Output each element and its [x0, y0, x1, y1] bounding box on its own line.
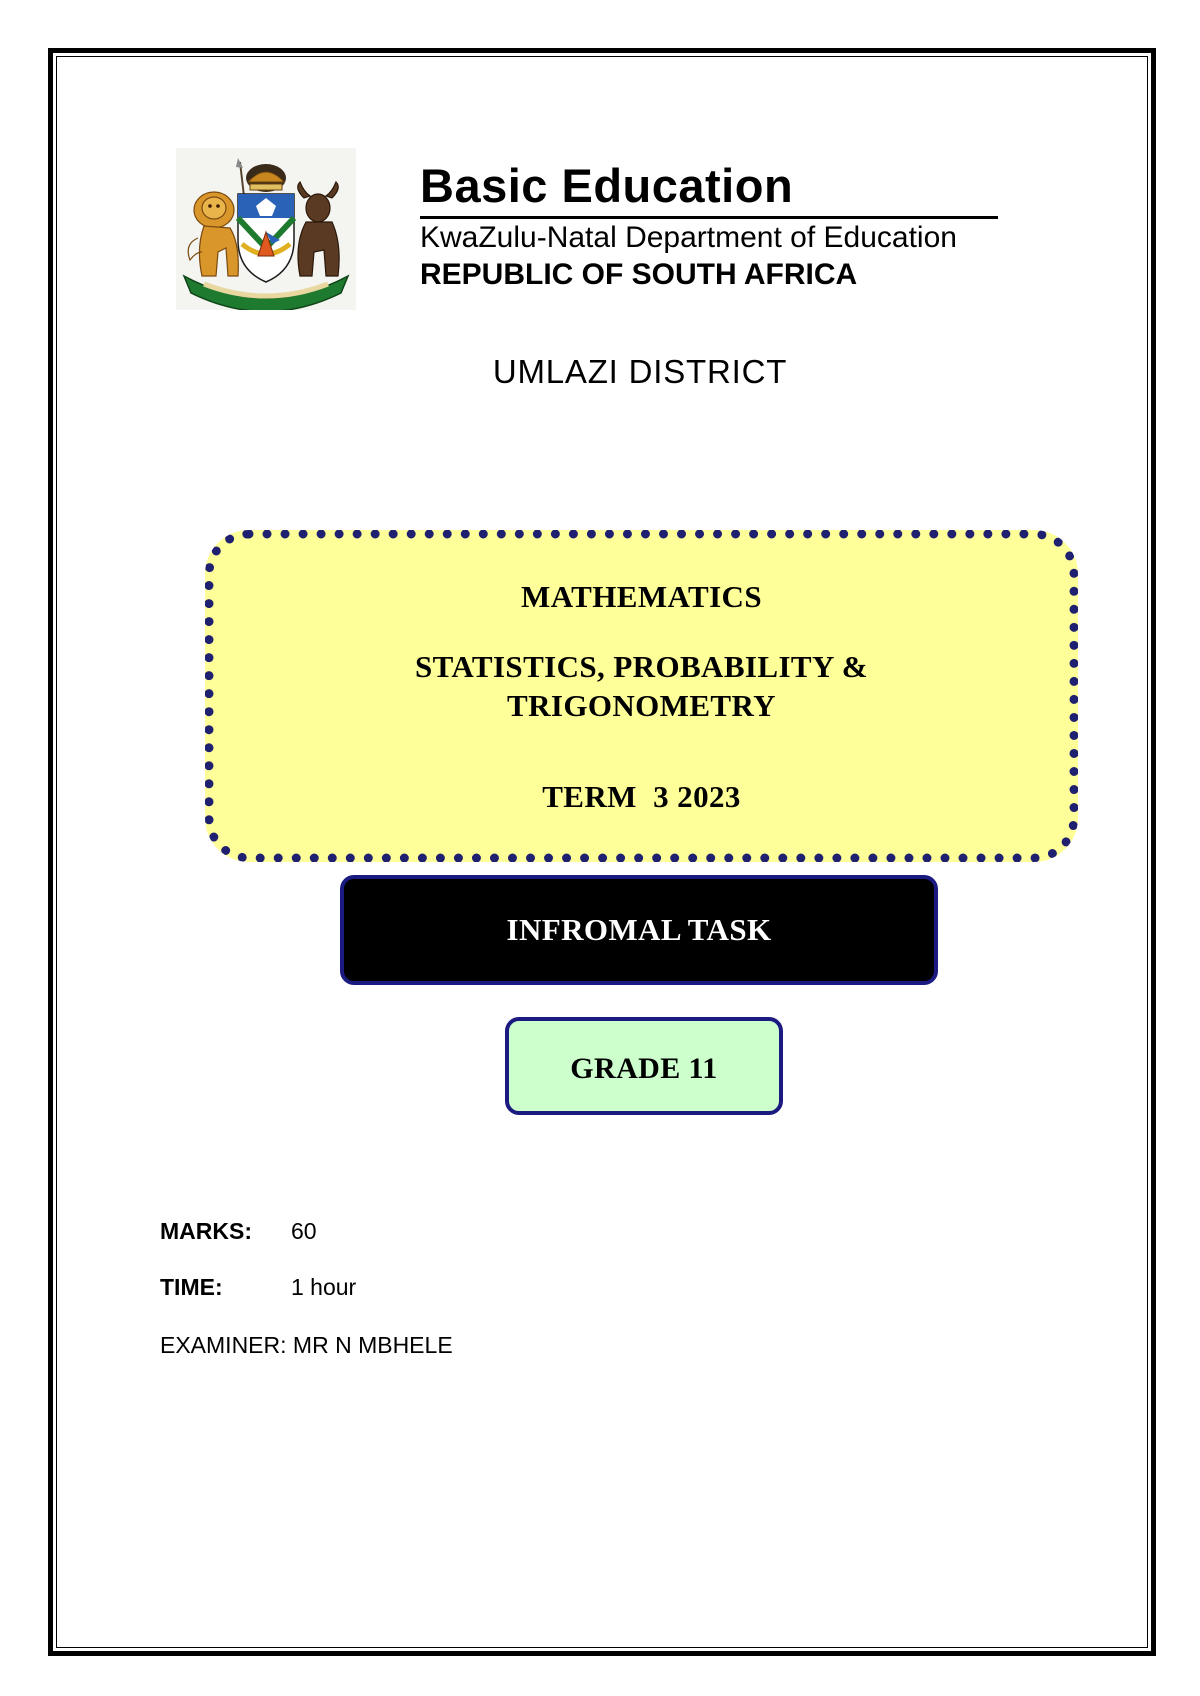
coat-of-arms-icon [176, 148, 356, 310]
header-rule [420, 216, 998, 219]
department-title: Basic Education [420, 159, 794, 212]
subject-title: MATHEMATICS [521, 579, 762, 614]
term-label: TERM 3 2023 [542, 779, 741, 814]
country-name: REPUBLIC OF SOUTH AFRICA [420, 258, 858, 291]
task-type-banner: INFROMAL TASK [340, 875, 938, 985]
department-header [420, 158, 1000, 294]
time-label: TIME: [160, 1274, 223, 1300]
time-value: 1 hour [291, 1274, 357, 1300]
marks-value: 60 [291, 1218, 317, 1244]
topic-line-2: TRIGONOMETRY [507, 688, 776, 723]
marks-label: MARKS: [160, 1218, 252, 1244]
grade-badge: GRADE 11 [505, 1017, 783, 1115]
department-name: KwaZulu-Natal Department of Education [420, 221, 957, 254]
district-name: UMLAZI DISTRICT [492, 353, 788, 390]
topic-line-1: STATISTICS, PROBABILITY & [414, 649, 869, 684]
subject-panel [205, 530, 1078, 862]
examiner-line: EXAMINER: MR N MBHELE [160, 1332, 453, 1358]
